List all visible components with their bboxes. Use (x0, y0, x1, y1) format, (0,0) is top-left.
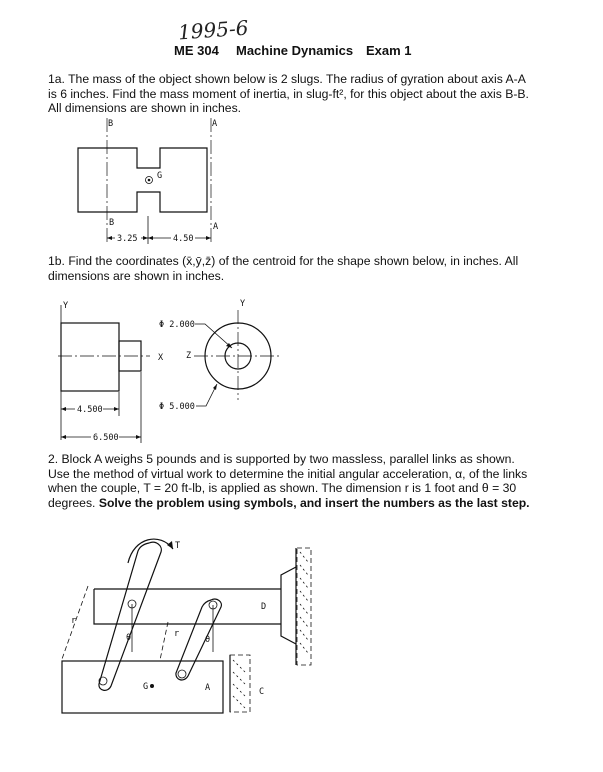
label-r-1: r (71, 616, 77, 626)
axis-b-bottom-label: B (109, 218, 115, 228)
dimension-6-500: 6.500 (93, 433, 119, 443)
z-axis-label: Z (186, 351, 192, 361)
x-axis-label: X (158, 353, 164, 363)
question-1b-text: 1b. Find the coordinates (x̄,ȳ,z̄) of the centroid for the shape shown below, in inches. All dimensions are shown in inches. (48, 254, 519, 283)
label-c: C (259, 687, 265, 697)
axis-b-top-label: B (108, 119, 114, 129)
question-2-instruction: Solve the problem using symbols, and insert the numbers as the last step. (98, 495, 530, 510)
handwritten-note: 1995-6 (177, 15, 250, 45)
label-d: D (261, 602, 267, 612)
dimension-4-50: 4.50 (173, 234, 194, 244)
outer-diameter-label: Φ 5.000 (159, 402, 195, 412)
label-theta-2: θ (205, 635, 211, 645)
wall-bracket (281, 567, 296, 644)
course-code: ME 304 (174, 43, 219, 58)
question-1a-text: 1a. The mass of the object shown below is 2 slugs. The radius of gyration about axis A-A is 6 inches. Find the mass moment of inertia, in slug-ft², for this object about the axis B-B. All dimensions are shown in inches. (48, 72, 529, 115)
inner-diameter-label: Φ 2.000 (159, 320, 195, 330)
dimension-4-500: 4.500 (77, 405, 103, 415)
label-g: G (143, 682, 149, 692)
link-2 (176, 599, 221, 680)
link-1 (99, 542, 161, 690)
block-g-dot (150, 684, 154, 688)
label-theta-1: θ (126, 633, 132, 643)
y-axis-left-label: Y (63, 301, 69, 311)
axis-a-top-label: A (212, 119, 218, 129)
dimension-3-25: 3.25 (117, 234, 138, 244)
torque-label: T (175, 541, 181, 551)
label-r-2: r (174, 629, 180, 639)
exam-title: Exam 1 (366, 43, 412, 58)
course-subject: Machine Dynamics (236, 43, 354, 58)
label-a: A (205, 683, 211, 693)
centroid-label: G (157, 171, 163, 181)
axis-a-bottom-label: A (213, 222, 219, 232)
question-2-body: 2. Block A weighs 5 pounds and is supported by two massless, parallel links as shown. Use the method of virtual work to determine the initial angular acceleration, α, of the links when the couple, T = 20 ft-lb, is applied as shown. The dimension r is 1 foot and θ = 30 degrees. (48, 452, 528, 510)
y-axis-right-label: Y (240, 299, 246, 309)
